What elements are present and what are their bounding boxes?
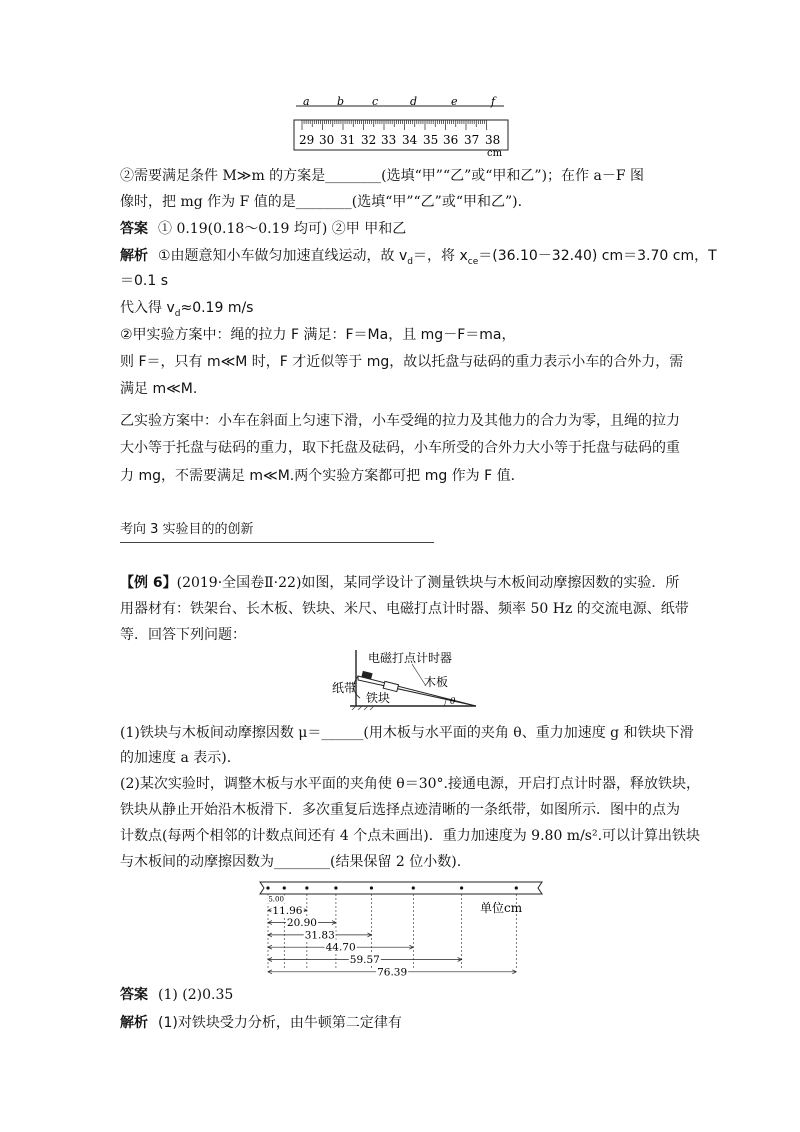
analysis-1-line-2: ＝0.1 s [120, 273, 169, 289]
analysis-text: ①由题意知小车做匀加速直线运动，故 v [158, 248, 408, 264]
q2-line-2: 像时，把 mg 作为 F 值的是________(选填“甲”“乙”或“甲和乙”). [120, 194, 523, 210]
answer-label: 答案 [120, 987, 148, 1003]
subscript: d [407, 256, 414, 267]
ruler-number: 37 [464, 133, 480, 147]
analysis-1-line-9: 力 mg，不需要满足 m≪M.两个实验方案都可把 mg 作为 F 值． [120, 468, 525, 484]
ruler-number: 35 [423, 133, 439, 147]
ruler-number: 30 [319, 133, 335, 147]
q2b-line-4: 与木板间的动摩擦因数为________(结果保留 2 位小数). [120, 854, 462, 870]
ruler-letter: e [451, 95, 458, 108]
q2-line-1: ②需要满足条件 M≫m 的方案是________(选填“甲”“乙”或“甲和乙”)；在作 a－F 图 [120, 168, 644, 184]
analysis-text: ＝，将 x [413, 248, 468, 264]
tape-unit: 单位cm [480, 901, 523, 915]
analysis-label: 解析 [120, 1015, 148, 1031]
block-label: 铁块 [366, 691, 391, 705]
answer-text: ① 0.19(0.18～0.19 均可) ②甲 甲和乙 [158, 221, 407, 237]
tape-point [283, 886, 286, 889]
ruler-number: 34 [402, 133, 418, 147]
example-label: 【例 6】 [120, 575, 177, 591]
analysis-1-line-1 [120, 246, 717, 272]
q2b-line-1: (2)某次实验时，调整木板与水平面的夹角使 θ＝30°.接通电源，开启打点计时器，释放铁块， [120, 776, 700, 792]
analysis-text: 代入得 v [120, 300, 175, 316]
ruler-number: 32 [361, 133, 377, 147]
q1-line-2: 的加速度 a 表示). [120, 750, 232, 766]
subscript: ce [467, 256, 479, 267]
example-text: (2019·全国卷Ⅱ·22)如图，某同学设计了测量铁块与木板间动摩擦因数的实验．所 [176, 575, 680, 591]
q2b-line-3: 计数点(每两个相邻的计数点间还有 4 个点未画出)．重力加速度为 9.80 m/s².可以计算出铁块 [120, 828, 701, 844]
apparatus-figure [326, 648, 486, 716]
tape-distance-label: 31.83 [304, 929, 335, 942]
analysis-2 [120, 1013, 402, 1033]
tape-point [266, 886, 269, 889]
tape-label: 纸带 [332, 681, 357, 695]
analysis-1-line-3 [120, 298, 253, 324]
section-header [120, 518, 434, 543]
timer-label: 电磁打点计时器 [368, 651, 453, 665]
subscript: d [174, 308, 181, 319]
ruler-number: 29 [299, 133, 315, 147]
ruler-letter: c [372, 95, 379, 108]
ruler-number: 38 [485, 133, 501, 147]
tape-point [460, 886, 463, 889]
ruler-letter: b [337, 95, 345, 108]
ruler-number: 33 [381, 133, 397, 147]
example-line-1 [120, 573, 679, 593]
section-title: 考向 3 实验目的的创新 [120, 522, 254, 537]
paper-tape-figure [250, 878, 550, 979]
tape-point [370, 886, 373, 889]
angle-label: θ [450, 697, 456, 707]
analysis-1-line-7: 乙实验方案中：小车在斜面上匀速下滑，小车受绳的拉力及其他力的合力为零，且绳的拉力 [120, 413, 680, 429]
example-line-3: 等．回答下列问题： [120, 627, 246, 643]
tape-point [334, 886, 337, 889]
analysis-1-line-6: 满足 m≪M. [120, 381, 198, 397]
analysis-label: 解析 [120, 248, 148, 264]
analysis-1-line-4: ②甲实验方案中：绳的拉力 F 满足：F＝Ma，且 mg－F＝ma， [120, 327, 516, 343]
tape-point [515, 886, 518, 889]
tape-distance-label: 59.57 [349, 954, 380, 966]
board-label: 木板 [424, 675, 449, 689]
answer-2 [120, 985, 233, 1005]
tape-distance-label: 76.39 [377, 966, 408, 979]
example-line-2: 用器材有：铁架台、长木板、铁块、米尺、电磁打点计时器、频率 50 Hz 的交流电源、纸带 [120, 601, 689, 617]
analysis-text: ＝(36.10－32.40) cm＝3.70 cm，T [478, 248, 717, 264]
ruler-number: 36 [443, 133, 459, 147]
ruler-ticks [302, 120, 487, 130]
analysis-1-line-5: 则 F＝，只有 m≪M 时，F 才近似等于 mg，故以托盘与砝码的重力表示小车的合外力，需 [120, 354, 684, 370]
q2b-line-2: 铁块从静止开始沿木板滑下．多次重复后选择点迹清晰的一条纸带，如图所示．图中的点为 [120, 802, 680, 818]
ruler-unit: cm [487, 148, 503, 159]
ruler-letter: f [491, 95, 496, 108]
tape-distance-label: 44.70 [325, 941, 356, 954]
tape-point [305, 886, 308, 889]
ruler-figure [290, 96, 515, 158]
ruler-letter: a [303, 95, 310, 108]
answer-label: 答案 [120, 221, 148, 237]
tape-distance-label: 11.96 [272, 904, 303, 917]
tape-distance-label: 20.90 [286, 917, 317, 930]
answer-text: (1) (2)0.35 [158, 987, 234, 1003]
q1-line-1: (1)铁块与木板间动摩擦因数 μ＝______(用木板与水平面的夹角 θ、重力加速度 g 和铁块下滑 [120, 725, 694, 741]
analysis-1-line-8: 大小等于托盘与砝码的重力，取下托盘及砝码，小车所受的合外力大小等于托盘与砝码的重 [120, 440, 680, 456]
ruler-letter: d [410, 95, 418, 108]
analysis-text: ≈0.19 m/s [180, 300, 254, 316]
tape-distance-label: 5.00 [268, 895, 284, 904]
tape-point [412, 886, 415, 889]
analysis-text: (1)对铁块受力分析，由牛顿第二定律有 [158, 1015, 402, 1031]
answer-1 [120, 219, 406, 239]
ruler-number: 31 [340, 133, 356, 147]
